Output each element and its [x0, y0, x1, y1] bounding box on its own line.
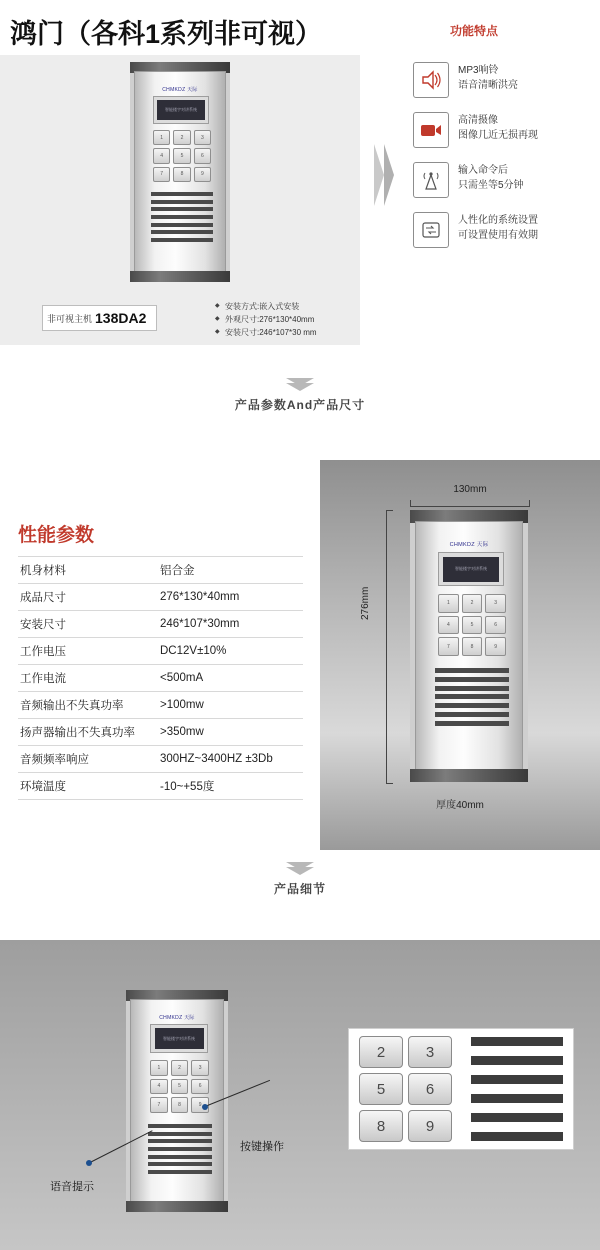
device-logo: CHMKDZ 天际	[159, 1015, 195, 1021]
device-keypad	[150, 1060, 209, 1113]
section-caption: 产品参数And产品尺寸	[234, 398, 366, 412]
keypad-key: 6	[485, 616, 506, 635]
callout-dot	[86, 1160, 92, 1166]
product-device-detail	[126, 990, 228, 1212]
model-label-code: 138DA2	[95, 310, 147, 326]
keypad-key: 8	[462, 637, 483, 656]
hero-section	[0, 0, 600, 370]
keypad-key: 2	[462, 594, 483, 613]
dimension-thickness-label: 厚度40mm	[436, 800, 484, 811]
feature-line: 语音清晰洪亮	[458, 80, 518, 91]
table-row	[18, 611, 303, 638]
feature-line: 输入命令后	[458, 165, 508, 176]
keypad-key: 1	[153, 130, 170, 145]
product-device-front	[130, 62, 230, 282]
table-row	[18, 719, 303, 746]
feature-text	[458, 62, 518, 93]
speaker-icon	[413, 62, 449, 98]
section-caption: 产品细节	[273, 882, 326, 896]
keypad-key: 3	[191, 1060, 209, 1076]
feature-line: MP3响铃	[458, 65, 499, 76]
model-label	[42, 305, 157, 331]
zoom-keypad-key: 8	[359, 1110, 403, 1142]
device-body	[415, 521, 523, 771]
camera-icon	[413, 112, 449, 148]
section-divider-parameters	[0, 378, 600, 413]
feature-line: 可设置使用有效期	[458, 230, 538, 241]
zoom-keypad-key: 9	[408, 1110, 452, 1142]
keypad-key: 5	[171, 1079, 189, 1095]
feature-text	[458, 162, 524, 193]
device-body	[130, 999, 224, 1203]
param-value: 300HZ~3400HZ ±3Db	[152, 746, 303, 773]
keypad-key: 1	[150, 1060, 168, 1076]
device-bottom-cap	[126, 1201, 228, 1212]
parameters-title: 性能参数	[18, 525, 95, 546]
settings-transfer-icon	[413, 212, 449, 248]
param-key: 安装尺寸	[18, 611, 152, 638]
keypad-key: 8	[171, 1097, 189, 1113]
feature-item	[413, 162, 598, 198]
callout-dot	[202, 1104, 208, 1110]
feature-text	[458, 112, 538, 143]
device-body	[134, 71, 226, 273]
device-screen	[157, 100, 205, 120]
device-keypad	[438, 594, 506, 656]
zoom-keypad-key: 2	[359, 1036, 403, 1068]
keypad-key: 2	[173, 130, 190, 145]
param-value: 276*130*40mm	[152, 584, 303, 611]
table-row	[18, 773, 303, 800]
device-screen	[155, 1028, 204, 1049]
param-value: 246*107*30mm	[152, 611, 303, 638]
keypad-key: 7	[153, 167, 170, 182]
keypad-key: 5	[462, 616, 483, 635]
keypad-key: 1	[438, 594, 459, 613]
hero-spec-list	[215, 300, 317, 339]
dimension-width-label: 130mm	[453, 484, 487, 495]
feature-text	[458, 212, 538, 243]
callout-key-operation: 按键操作	[240, 1141, 284, 1153]
keypad-key: 2	[171, 1060, 189, 1076]
zoom-keypad	[359, 1036, 452, 1142]
keypad-key: 9	[485, 637, 506, 656]
section-divider-details	[0, 862, 600, 897]
features-list	[413, 62, 598, 262]
right-arrow-icon	[372, 140, 396, 210]
param-key: 成品尺寸	[18, 584, 152, 611]
keypad-key: 4	[153, 148, 170, 163]
keypad-key: 8	[173, 167, 190, 182]
chevron-down-icon	[0, 378, 600, 388]
device-keypad	[153, 130, 211, 182]
hero-spec-item: ◆ 外观尺寸:276*130*40mm	[215, 313, 317, 326]
device-screen-frame	[438, 552, 504, 586]
param-value: 铝合金	[152, 557, 303, 584]
chevron-down-icon	[0, 862, 600, 872]
callout-voice-prompt: 语音提示	[50, 1181, 94, 1193]
table-row	[18, 557, 303, 584]
parameters-table	[18, 556, 303, 800]
dimension-height-label: 276mm	[360, 586, 371, 620]
parameters-section	[0, 460, 600, 850]
device-bottom-cap	[410, 769, 528, 782]
param-key: 工作电流	[18, 665, 152, 692]
keypad-key: 5	[173, 148, 190, 163]
device-screen-frame	[153, 96, 209, 124]
zoom-keypad-key: 3	[408, 1036, 452, 1068]
param-value: >100mw	[152, 692, 303, 719]
keypad-key: 3	[485, 594, 506, 613]
dimension-height-line	[386, 510, 393, 784]
feature-line: 图像几近无损再现	[458, 130, 538, 141]
param-value: <500mA	[152, 665, 303, 692]
keypad-key: 6	[194, 148, 211, 163]
table-row	[18, 665, 303, 692]
feature-item	[413, 212, 598, 248]
table-row	[18, 692, 303, 719]
keypad-key: 4	[150, 1079, 168, 1095]
model-label-type: 非可视主机	[47, 313, 93, 324]
param-key: 机身材料	[18, 557, 152, 584]
param-key: 音频频率响应	[18, 746, 152, 773]
param-value: >350mw	[152, 719, 303, 746]
param-key: 工作电压	[18, 638, 152, 665]
table-row	[18, 746, 303, 773]
device-logo: CHMKDZ 天际	[449, 542, 489, 548]
hero-spec-item: ◆ 安装尺寸:246*107*30 mm	[215, 326, 317, 339]
device-screen	[443, 557, 499, 582]
param-key: 扬声器输出不失真功率	[18, 719, 152, 746]
table-row	[18, 638, 303, 665]
dimension-width-line	[410, 500, 530, 507]
device-speaker-grille	[435, 668, 509, 726]
zoom-keypad-key: 6	[408, 1073, 452, 1105]
param-value: -10~+55度	[152, 773, 303, 800]
device-screen-text: 智能楼宇对讲系统	[163, 1035, 195, 1041]
keypad-key: 9	[191, 1097, 209, 1113]
page-title: 鸿门（各科1系列非可视）	[10, 19, 323, 49]
device-screen-frame	[150, 1024, 208, 1053]
feature-item	[413, 112, 598, 148]
keypad-key: 6	[191, 1079, 209, 1095]
feature-line: 人性化的系统设置	[458, 215, 538, 226]
features-title: 功能特点	[450, 24, 499, 38]
signal-icon	[413, 162, 449, 198]
keypad-key: 7	[150, 1097, 168, 1113]
param-value: DC12V±10%	[152, 638, 303, 665]
device-screen-text: 智能楼宇对讲系统	[455, 566, 487, 571]
param-key: 环境温度	[18, 773, 152, 800]
device-speaker-grille	[151, 192, 213, 242]
product-device-dimensioned	[410, 510, 528, 782]
keypad-key: 9	[194, 167, 211, 182]
device-speaker-grille	[148, 1124, 212, 1174]
feature-line: 只需坐等5分钟	[458, 180, 524, 191]
table-row	[18, 584, 303, 611]
param-key: 音频输出不失真功率	[18, 692, 152, 719]
device-bottom-cap	[130, 271, 230, 282]
device-screen-text: 智能楼宇对讲系统	[165, 107, 197, 112]
zoom-keypad-key: 5	[359, 1073, 403, 1105]
zoom-speaker-grille	[471, 1037, 563, 1141]
keypad-key: 3	[194, 130, 211, 145]
keypad-key: 7	[438, 637, 459, 656]
feature-line: 高清摄像	[458, 115, 498, 126]
hero-spec-item: ◆ 安装方式:嵌入式安装	[215, 300, 317, 313]
details-section	[0, 940, 600, 1250]
feature-item	[413, 62, 598, 98]
detail-zoom-panel	[348, 1028, 574, 1150]
keypad-key: 4	[438, 616, 459, 635]
device-logo: CHMKDZ 天际	[162, 87, 198, 93]
